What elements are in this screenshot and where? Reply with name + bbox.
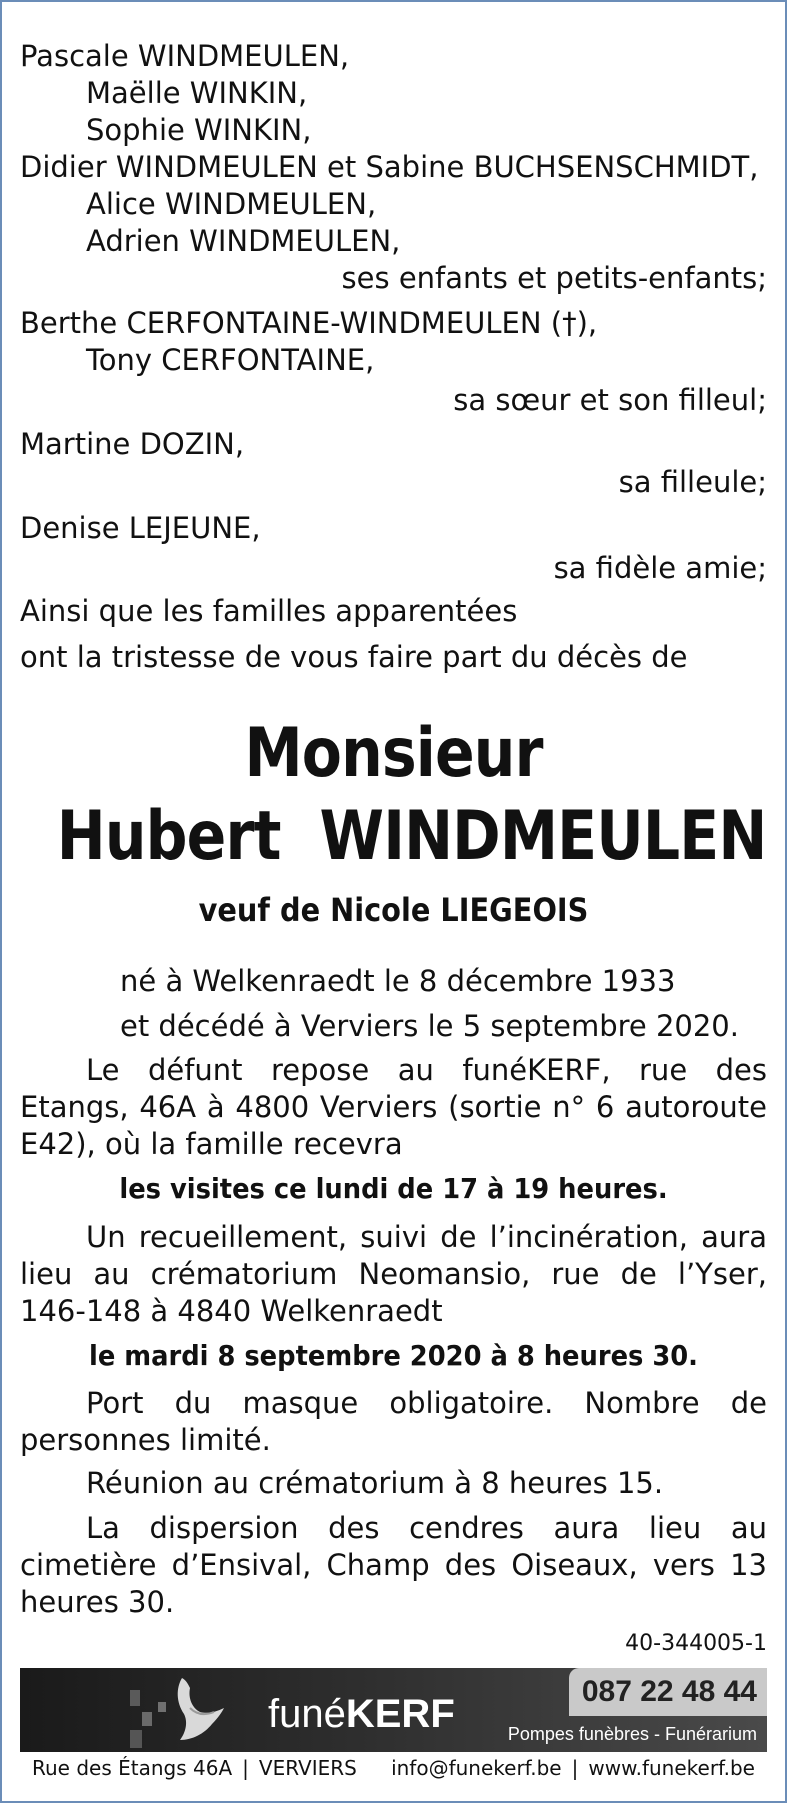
brand-name: KERF [345, 1692, 455, 1736]
relation-line: ses enfants et petits-enfants; [341, 261, 767, 295]
widow-of: veuf de Nicole LIEGEOIS [198, 891, 589, 929]
family-line: Tony CERFONTAINE, [86, 343, 375, 377]
meeting-text: Réunion au crématorium à 8 heures 15. [86, 1466, 664, 1500]
mask-text: Port du masque obligatoire. Nombre de personnes limité. [20, 1386, 767, 1457]
email-link[interactable]: info@funekerf.be [391, 1756, 562, 1780]
divider: | [242, 1756, 249, 1780]
meeting-paragraph [20, 1465, 767, 1502]
relation-line: sa fidèle amie; [553, 551, 767, 585]
birth-line: né à Welkenraedt le 8 décembre 1933 [120, 964, 676, 998]
brand-logo [268, 1690, 455, 1738]
family-line: Denise LEJEUNE, [20, 511, 261, 545]
address: Rue des Étangs 46A [32, 1756, 233, 1780]
relation-line: sa filleule; [618, 465, 767, 499]
divider: | [571, 1756, 579, 1780]
deceased-name: Hubert WINDMEULEN [56, 797, 767, 876]
brand-prefix: funé [268, 1692, 346, 1736]
repose-text: Le défunt repose au funéKERF, rue des Etangs, 46A à 4800 Verviers (sortie n° 6 autoroute E42), où la famille recevra [20, 1053, 767, 1161]
reference-number: 40-344005-1 [625, 1631, 767, 1656]
repose-paragraph [20, 1052, 767, 1163]
announcement-line: ont la tristesse de vous faire part du décès de [20, 640, 688, 674]
dispersion-paragraph [20, 1510, 767, 1621]
death-line: et décédé à Verviers le 5 septembre 2020. [120, 1009, 739, 1043]
funeral-home-banner [20, 1668, 767, 1752]
website-link[interactable]: www.funekerf.be [588, 1756, 755, 1780]
dove-logo-icon [130, 1668, 225, 1752]
phone-number: 087 22 48 44 [581, 1675, 757, 1708]
ceremony-paragraph [20, 1219, 767, 1330]
family-line: Berthe CERFONTAINE-WINDMEULEN (†), [20, 306, 598, 340]
family-line: Sophie WINKIN, [86, 113, 312, 147]
footer-contact [391, 1755, 755, 1781]
family-line: Pascale WINDMEULEN, [20, 39, 350, 73]
ceremony-date-line: le mardi 8 septembre 2020 à 8 heures 30. [89, 1339, 698, 1372]
footer-address [32, 1755, 357, 1781]
family-line: Adrien WINDMEULEN, [86, 224, 401, 258]
family-line: Alice WINDMEULEN, [86, 187, 377, 221]
visits-line: les visites ce lundi de 17 à 19 heures. [119, 1172, 668, 1205]
family-line: Martine DOZIN, [20, 427, 245, 461]
family-line: Didier WINDMEULEN et Sabine BUCHSENSCHMIDT, [20, 150, 759, 184]
family-line: Ainsi que les familles apparentées [20, 594, 518, 628]
deceased-title: Monsieur [244, 714, 543, 793]
phone-box [569, 1668, 767, 1716]
relation-line: sa sœur et son filleul; [453, 383, 767, 417]
tagline: Pompes funèbres - Funérarium [507, 1724, 757, 1744]
mask-paragraph [20, 1385, 767, 1459]
family-line: Maëlle WINKIN, [86, 76, 308, 110]
city: VERVIERS [258, 1756, 357, 1780]
dispersion-text: La dispersion des cendres aura lieu au cimetière d’Ensival, Champ des Oiseaux, vers 13 heures 30. [20, 1511, 767, 1619]
ceremony-text: Un recueillement, suivi de l’incinération, aura lieu au crématorium Neomansio, rue de l’Yser, 146-148 à 4840 Welkenraedt [20, 1220, 767, 1328]
